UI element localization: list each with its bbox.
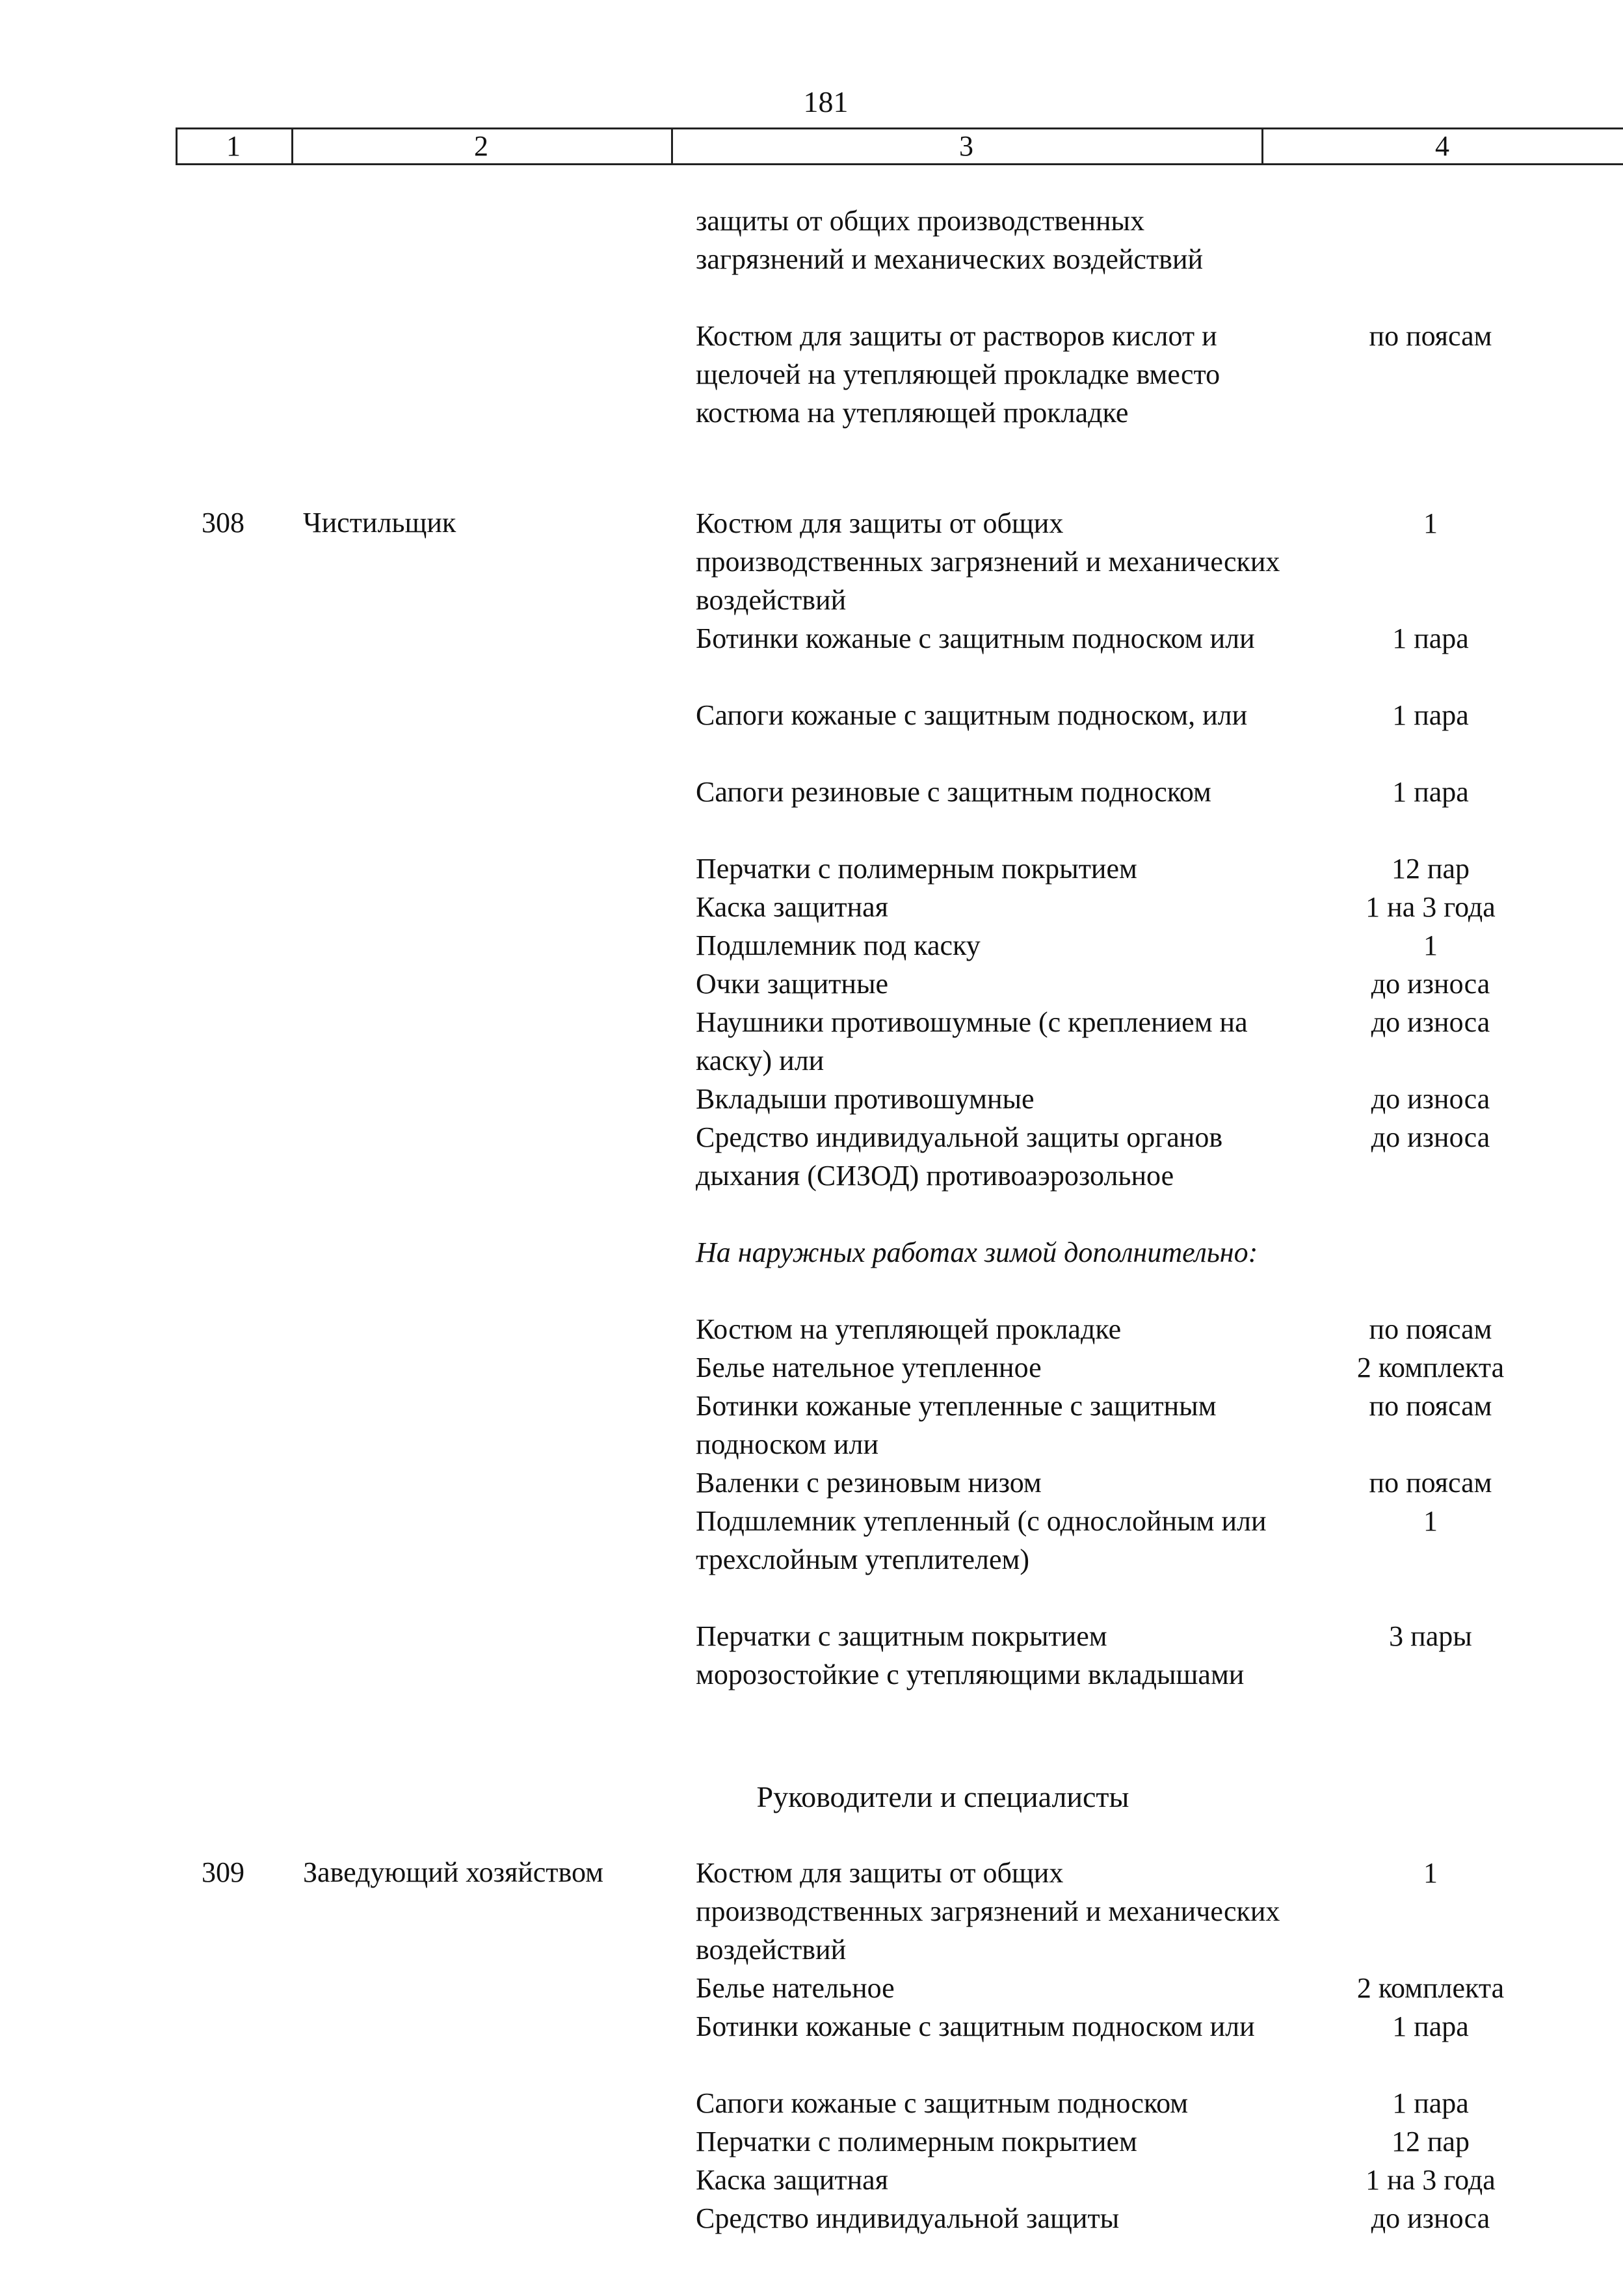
page-number: 181 bbox=[803, 85, 849, 118]
header-col-3: 3 bbox=[959, 130, 973, 162]
item-text: Сапоги резиновые с защитным подноском bbox=[696, 776, 1211, 808]
item-text: Средство индивидуальной защиты bbox=[696, 2202, 1120, 2234]
item-text: Подшлемник утепленный (с однослойным или трехслойным утеплителем) bbox=[696, 1505, 1267, 1575]
item-quantity: до износа bbox=[1371, 1006, 1490, 1038]
item-text: Костюм для защиты от общих производственных загрязнений и механических воздействий bbox=[696, 507, 1280, 616]
item-text: Каска защитная bbox=[696, 2164, 888, 2196]
item-text: Костюм на утепляющей прокладке bbox=[696, 1313, 1122, 1345]
profession-title: Чистильщик bbox=[303, 507, 456, 539]
item-quantity: 1 на 3 года bbox=[1366, 891, 1496, 923]
item-quantity: до износа bbox=[1371, 2202, 1490, 2234]
item-text: Костюм для защиты от общих производственных загрязнений и механических воздействий bbox=[696, 1857, 1280, 1966]
item-quantity: 12 пар bbox=[1391, 2126, 1470, 2157]
item-text: Белье нательное bbox=[696, 1972, 895, 2004]
item-text: Перчатки с полимерным покрытием bbox=[696, 853, 1137, 885]
item-quantity: по поясам bbox=[1369, 1467, 1492, 1499]
item-text: Ботинки кожаные с защитным подноском или bbox=[696, 2010, 1255, 2042]
item-text: Валенки с резиновым низом bbox=[696, 1467, 1042, 1499]
item-quantity: 1 пара bbox=[1392, 622, 1469, 654]
item-quantity: по поясам bbox=[1369, 1313, 1492, 1345]
header-col-4: 4 bbox=[1435, 130, 1449, 162]
header-col-2: 2 bbox=[474, 130, 488, 162]
item-quantity: до износа bbox=[1371, 1121, 1490, 1153]
section-title: Руководители и специалисты bbox=[756, 1780, 1129, 1813]
item-text: Перчатки с полимерным покрытием bbox=[696, 2126, 1137, 2157]
item-quantity: 1 bbox=[1423, 1857, 1438, 1889]
item-quantity: 1 на 3 года bbox=[1366, 2164, 1496, 2196]
item-text: Перчатки с защитным покрытием морозостойкие с утепляющими вкладышами bbox=[696, 1620, 1245, 1690]
item-quantity: до износа bbox=[1371, 1083, 1490, 1115]
item-quantity: до износа bbox=[1371, 968, 1490, 1000]
item-quantity: 2 комплекта bbox=[1356, 1352, 1505, 1383]
winter-note: На наружных работах зимой дополнительно: bbox=[696, 1236, 1258, 1268]
row-number: 309 bbox=[202, 1856, 244, 1888]
item-text: Ботинки кожаные с защитным подноском или bbox=[696, 622, 1255, 654]
item-quantity: по поясам bbox=[1369, 320, 1492, 352]
item-quantity: по поясам bbox=[1369, 1390, 1492, 1422]
item-text: Вкладыши противошумные bbox=[696, 1083, 1035, 1115]
table-header bbox=[176, 127, 1623, 165]
item-text: Наушники противошумные (с креплением на каску) или bbox=[696, 1006, 1248, 1076]
item-quantity: 2 комплекта bbox=[1356, 1972, 1505, 2004]
item-quantity: 1 bbox=[1423, 507, 1438, 539]
item-quantity: 1 пара bbox=[1392, 776, 1469, 808]
item-text: Белье нательное утепленное bbox=[696, 1352, 1042, 1383]
item-text: Каска защитная bbox=[696, 891, 888, 923]
item-quantity: 1 пара bbox=[1392, 2010, 1469, 2042]
item-text: Сапоги кожаные с защитным подноском, или bbox=[696, 699, 1248, 731]
item-quantity: 1 bbox=[1423, 929, 1438, 961]
row-number: 308 bbox=[202, 507, 244, 539]
profession-title: Заведующий хозяйством bbox=[303, 1856, 603, 1888]
item-quantity: 1 пара bbox=[1392, 2087, 1469, 2119]
item-quantity: 1 bbox=[1423, 1505, 1438, 1537]
item-text: Ботинки кожаные утепленные с защитным подноском или bbox=[696, 1390, 1217, 1460]
item-quantity: 1 пара bbox=[1392, 699, 1469, 731]
item-text: Сапоги кожаные с защитным подноском bbox=[696, 2087, 1189, 2119]
item-text: Средство индивидуальной защиты органов дыхания (СИЗОД) противоаэрозольное bbox=[696, 1121, 1223, 1192]
item-text: Костюм для защиты от растворов кислот и щелочей на утепляющей прокладке вместо костюма на утепляющей прокладке bbox=[696, 320, 1221, 429]
item-quantity: 3 пары bbox=[1389, 1620, 1472, 1652]
item-text: Очки защитные bbox=[696, 968, 889, 1000]
item-text: защиты от общих производственных загрязнений и механических воздействий bbox=[696, 205, 1204, 275]
header-col-1: 1 bbox=[226, 130, 241, 162]
item-quantity: 12 пар bbox=[1391, 853, 1470, 885]
item-text: Подшлемник под каску bbox=[696, 929, 981, 961]
